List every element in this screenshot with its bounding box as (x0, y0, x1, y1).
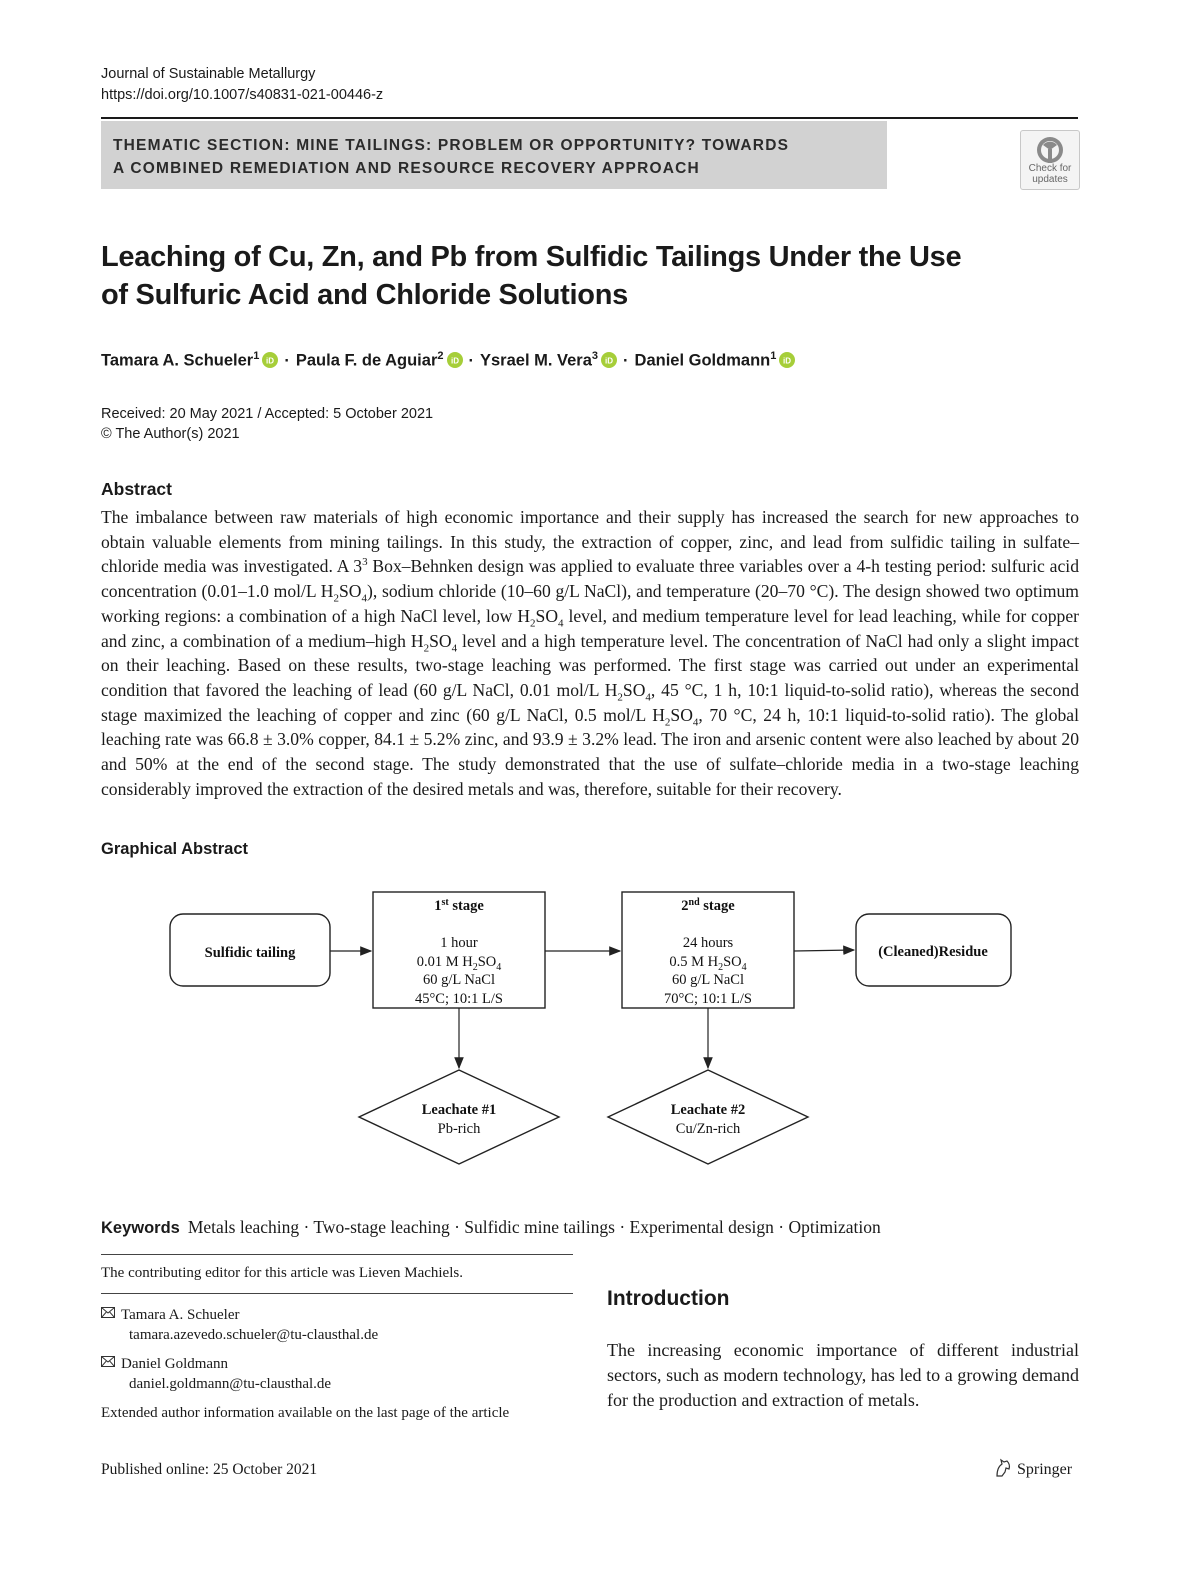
doi-link[interactable]: https://doi.org/10.1007/s40831-021-00446-z (101, 87, 384, 103)
contact-author-2 (101, 1353, 331, 1394)
introduction-heading: Introduction (607, 1287, 730, 1310)
orcid-icon[interactable] (601, 351, 617, 375)
abstract-part: Box–Behnken design was applied to evaluate three variables over a 4-h testing period: sulfuric acid concentration (0.01–1.0 mol/L H (101, 556, 1079, 602)
abstract-part: SO (338, 581, 362, 602)
keywords-list: Metals leaching · Two-stage leaching · Sulfidic mine tailings · Experimental design · Optimization (187, 1217, 881, 1237)
thematic-line-2: A COMBINED REMEDIATION AND RESOURCE RECOVERY APPROACH (113, 160, 700, 177)
author-name[interactable]: Ysrael M. Vera (480, 351, 592, 370)
contact-2-email[interactable]: daniel.goldmann@tu-clausthal.de (129, 1376, 332, 1392)
editor-note: The contributing editor for this article was Lieven Machiels. (101, 1265, 463, 1281)
svg-text:iD: iD (605, 356, 614, 365)
author-affiliation: 2 (437, 350, 444, 362)
stage-1-salt: 60 g/L NaCl (423, 972, 495, 988)
abstract-text (101, 505, 1079, 801)
author-affiliation: 3 (591, 350, 599, 362)
envelope-icon (101, 1353, 121, 1373)
received-accepted: Received: 20 May 2021 / Accepted: 5 October 2021 (101, 406, 434, 422)
published-online: Published online: 25 October 2021 (101, 1461, 318, 1478)
publisher-logo (993, 1458, 1072, 1481)
header-rule (101, 117, 1078, 119)
orcid-icon[interactable] (447, 351, 463, 375)
stage-1-time: 1 hour (440, 935, 478, 951)
end-box-label: (Cleaned)Residue (878, 944, 988, 960)
abstract-sub: 4 (361, 592, 367, 605)
stage-1-acid-sub: 2 (472, 962, 478, 973)
abstract-sub: 4 (645, 691, 651, 704)
start-box-label: Sulfidic tailing (204, 945, 296, 961)
abstract-part: SO (429, 630, 452, 651)
footnote-rule-top (101, 1254, 573, 1255)
stage-2-salt: 60 g/L NaCl (672, 972, 744, 988)
abstract-sup: 3 (362, 556, 368, 569)
author-affiliation: 1 (253, 350, 260, 362)
thematic-line-1: THEMATIC SECTION: MINE TAILINGS: PROBLEM OR OPPORTUNITY? TOWARDS (113, 137, 790, 154)
abstract-part: SO (670, 704, 693, 725)
author-separator: · (284, 351, 290, 370)
springer-horse-icon (993, 1458, 1013, 1478)
abstract-sub: 4 (451, 642, 458, 655)
footnote-rule-bottom (101, 1293, 573, 1294)
journal-header (101, 64, 383, 106)
leachate-2-title: Leachate #2 (670, 1102, 746, 1118)
stage-2-word: stage (699, 898, 735, 914)
article-dates (101, 404, 433, 444)
contact-1-name: Tamara A. Schueler (121, 1307, 240, 1323)
author-list (101, 344, 795, 375)
author-name[interactable]: Daniel Goldmann (634, 351, 771, 370)
envelope-icon (101, 1304, 121, 1324)
stage-1-temp: 45°C; 10:1 L/S (415, 991, 503, 1007)
stage-1-word: stage (448, 898, 484, 914)
stage-1-acid-mid: SO (477, 954, 497, 970)
stage-2-acid-sub: 2 (718, 962, 724, 973)
article-title (101, 238, 1001, 314)
abstract-part: SO (622, 679, 646, 700)
extended-author-info: Extended author information available on the last page of the article (101, 1405, 510, 1421)
abstract-sub: 4 (692, 716, 699, 729)
abstract-part: level, and medium temperature level for lead leaching, while for copper and zinc, a combination of a medium–high H (101, 605, 1080, 651)
check-for-updates-label (1020, 163, 1080, 185)
abstract-sub: 2 (333, 592, 339, 605)
orcid-icon[interactable] (779, 351, 795, 375)
stage-2-temp: 70°C; 10:1 L/S (664, 991, 752, 1007)
abstract-part: level and a high temperature level. The concentration of NaCl had only a slight impact on their leaching. Based on these results, two-stage leaching was performed. The first stage was carried out under an experimental condition that favored the leaching of lead (60 g/L NaCl, 0.01 mol/L H (101, 630, 1079, 700)
abstract-heading: Abstract (101, 479, 172, 499)
stage-1-acid-sub2: 4 (496, 962, 502, 973)
journal-name: Journal of Sustainable Metallurgy (101, 66, 316, 82)
arrow-stage2-to-end (794, 950, 854, 951)
check-for-updates-line-1: Check for (1028, 163, 1072, 174)
abstract-sub: 2 (530, 617, 536, 630)
svg-text:iD: iD (266, 356, 275, 365)
leachate-1-title: Leachate #1 (421, 1102, 497, 1118)
abstract-sub: 2 (617, 691, 623, 704)
author-name[interactable]: Paula F. de Aguiar (295, 351, 438, 370)
title-line-2: of Sulfuric Acid and Chloride Solutions (101, 279, 628, 311)
copyright: © The Author(s) 2021 (101, 426, 240, 442)
stage-1-num: 1 (434, 898, 442, 914)
author-name[interactable]: Tamara A. Schueler (101, 351, 254, 370)
contact-2-name: Daniel Goldmann (121, 1356, 229, 1372)
stage-2-sup: nd (688, 897, 700, 908)
check-for-updates-icon (1021, 131, 1079, 165)
abstract-part: The imbalance between raw materials of high economic importance and their supply has increased the search for new approaches to obtain valuable elements from mining tailings. In this study, the extraction of copper, zinc, and lead from sulfidic tailing in sulfate–chloride media was investigated. A 3 (101, 507, 1079, 577)
keywords (101, 1215, 881, 1240)
keywords-label: Keywords (101, 1219, 180, 1237)
abstract-part: , 45 °C, 1 h, 10:1 liquid-to-solid ratio), whereas the second stage maximized the leaching of copper and zinc (60 g/L NaCl, 0.5 mol/L H (101, 679, 1079, 725)
leachate-2-desc: Cu/Zn-rich (675, 1121, 741, 1137)
abstract-sub: 2 (423, 642, 430, 655)
stage-1-sup: st (441, 897, 449, 908)
abstract-part: , 70 °C, 24 h, 10:1 liquid-to-solid ratio). The global leaching rate was 66.8 ± 3.0% copper, 84.1 ± 5.2% zinc, and 93.9 ± 3.2% lead. The iron and arsenic content were also leached by about 20 and 50% at the end of the second stage. The study demonstrated that the use of sulfate–chloride media in a two-stage leaching considerably improved the extraction of the desired metals and was, therefore, suitable for their recovery. (101, 704, 1079, 799)
svg-text:iD: iD (783, 356, 792, 365)
stage-2-acid-sub2: 4 (741, 962, 747, 973)
title-line-1: Leaching of Cu, Zn, and Pb from Sulfidic Tailings Under the Use (101, 241, 962, 273)
graphical-abstract-diagram (160, 880, 1030, 1180)
author-separator: · (623, 351, 629, 370)
check-for-updates-line-2: updates (1032, 174, 1068, 185)
publisher-name: Springer (1017, 1461, 1073, 1478)
abstract-part: SO (535, 605, 559, 626)
stage-2-time: 24 hours (682, 935, 734, 951)
stage-2-acid-pre: 0.5 M H (669, 954, 719, 970)
stage-2-acid-mid: SO (723, 954, 742, 970)
abstract-sub: 4 (558, 617, 564, 630)
stage-2-num: 2 (681, 898, 689, 914)
author-affiliation: 1 (770, 350, 777, 362)
abstract-sub: 2 (664, 716, 671, 729)
thematic-section-title (113, 134, 789, 180)
abstract-part: ), sodium chloride (10–60 g/L NaCl), and temperature (20–70 °C). The design showed two optimum working regions: a combination of a high NaCl level, low H (101, 581, 1079, 626)
leachate-1-desc: Pb-rich (437, 1121, 481, 1137)
author-separator: · (468, 351, 474, 370)
contact-author-1 (101, 1304, 378, 1345)
contact-1-email[interactable]: tamara.azevedo.schueler@tu-clausthal.de (129, 1327, 379, 1343)
orcid-icon[interactable] (262, 351, 278, 375)
svg-text:iD: iD (450, 356, 459, 365)
graphical-abstract-heading: Graphical Abstract (101, 840, 249, 858)
stage-1-acid-pre: 0.01 M H (416, 954, 473, 970)
introduction-text: The increasing economic importance of different industrial sectors, such as modern technology, has led to a growing demand for the production and extraction of metals. (607, 1340, 1079, 1410)
